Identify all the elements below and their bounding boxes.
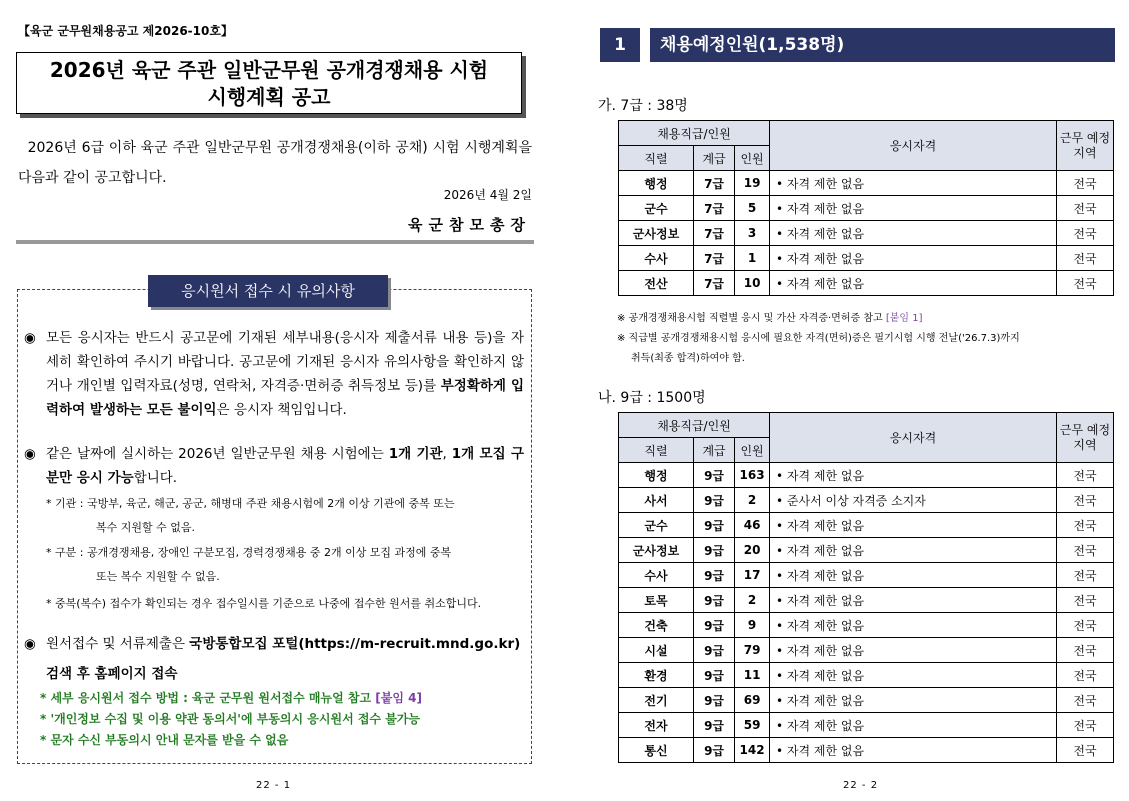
attachment-ref: [붙임 1] xyxy=(885,313,923,324)
cell-grade: 9급 xyxy=(693,563,734,588)
cell-region: 전국 xyxy=(1057,563,1114,588)
attachment-ref: [붙임 4] xyxy=(375,691,422,705)
cell-qualification: • 자격 제한 없음 xyxy=(770,713,1057,738)
notice-number: 【육군 군무원채용공고 제2026-10호】 xyxy=(18,24,233,38)
cell-count: 10 xyxy=(735,271,770,296)
section-number: 1 xyxy=(600,28,640,62)
green-note-1 xyxy=(40,689,422,706)
sub-note-1-line-2: 복수 지원할 수 없음. xyxy=(96,521,195,534)
green-note-3: * 문자 수신 부동의시 안내 문자를 받을 수 없음 xyxy=(40,733,289,747)
cell-qualification: • 자격 제한 없음 xyxy=(770,613,1057,638)
cell-count: 2 xyxy=(735,488,770,513)
cell-count: 163 xyxy=(735,463,770,488)
cell-region: 전국 xyxy=(1057,221,1114,246)
table-row xyxy=(619,713,1114,738)
divider xyxy=(16,240,534,244)
table-row xyxy=(619,463,1114,488)
cell-field: 행정 xyxy=(619,171,694,196)
cell-count: 46 xyxy=(735,513,770,538)
cell-grade: 9급 xyxy=(693,488,734,513)
table-row xyxy=(619,221,1114,246)
note-1-text: ※ 공개경쟁채용시험 직렬별 응시 및 가산 자격증·면허증 참고 xyxy=(617,313,886,324)
sub-note-1 xyxy=(46,492,524,540)
cell-qualification: • 준사서 이상 자격증 소지자 xyxy=(770,488,1057,513)
cell-qualification: • 자격 제한 없음 xyxy=(770,663,1057,688)
cell-field: 환경 xyxy=(619,663,694,688)
header-field: 직렬 xyxy=(619,146,694,171)
cell-grade: 9급 xyxy=(693,613,734,638)
cell-field: 건축 xyxy=(619,613,694,638)
table-row xyxy=(619,171,1114,196)
cell-region: 전국 xyxy=(1057,538,1114,563)
page-number-left: 22 - 1 xyxy=(256,780,292,791)
bullet-icon: ◉ xyxy=(24,330,36,346)
page-number-right: 22 - 2 xyxy=(843,780,879,791)
bullet-2 xyxy=(24,442,524,490)
cell-field: 군사정보 xyxy=(619,221,694,246)
note-2-line-1: ※ 직급별 공개경쟁채용시험 응시에 필요한 자격(면허)증은 필기시험 시행 전날('26.7.3)까지 xyxy=(617,333,1020,344)
portal-link-text: 국방통합모집 포털(https://m-recruit.mnd.go.kr) xyxy=(189,636,521,652)
bullet-icon: ◉ xyxy=(24,446,36,462)
bullet-1 xyxy=(24,326,524,422)
cell-qualification: • 자격 제한 없음 xyxy=(770,563,1057,588)
b1-text-end: 은 응시자 책임입니다. xyxy=(216,402,347,418)
header-qualification: 응시자격 xyxy=(770,413,1057,463)
header-qualification: 응시자격 xyxy=(770,121,1057,171)
b2-text-end: 합니다. xyxy=(133,470,178,486)
cell-region: 전국 xyxy=(1057,688,1114,713)
notice-header: 응시원서 접수 시 유의사항 xyxy=(148,275,388,307)
header-count: 인원 xyxy=(735,146,770,171)
cell-qualification: • 자격 제한 없음 xyxy=(770,513,1057,538)
cell-grade: 9급 xyxy=(693,713,734,738)
table-1-heading: 가. 7급 : 38명 xyxy=(598,98,688,114)
table-row xyxy=(619,196,1114,221)
header-grade: 계급 xyxy=(693,146,734,171)
note-2 xyxy=(617,329,1020,369)
table-row xyxy=(619,688,1114,713)
intro-text: 2026년 6급 이하 육군 주관 일반군무원 공개경쟁채용(이하 공채) 시험 시행계획을 다음과 같이 공고합니다. xyxy=(18,140,532,186)
cell-grade: 7급 xyxy=(693,171,734,196)
cell-field: 전기 xyxy=(619,688,694,713)
cell-field: 통신 xyxy=(619,738,694,763)
cell-count: 3 xyxy=(735,221,770,246)
cell-field: 군수 xyxy=(619,196,694,221)
cell-count: 79 xyxy=(735,638,770,663)
cell-region: 전국 xyxy=(1057,588,1114,613)
table-row xyxy=(619,738,1114,763)
table-row xyxy=(619,538,1114,563)
cell-count: 11 xyxy=(735,663,770,688)
cell-region: 전국 xyxy=(1057,196,1114,221)
cell-field: 수사 xyxy=(619,563,694,588)
title-line-2: 시행계획 공고 xyxy=(207,85,331,109)
note-1 xyxy=(617,309,923,329)
table-row xyxy=(619,638,1114,663)
header-grade: 계급 xyxy=(693,438,734,463)
cell-grade: 9급 xyxy=(693,738,734,763)
sub-note-2-line-2: 또는 복수 지원할 수 없음. xyxy=(96,570,220,583)
cell-field: 행정 xyxy=(619,463,694,488)
header-group: 채용직급/인원 xyxy=(619,121,770,146)
cell-qualification: • 자격 제한 없음 xyxy=(770,196,1057,221)
cell-field: 시설 xyxy=(619,638,694,663)
cell-grade: 9급 xyxy=(693,588,734,613)
cell-region: 전국 xyxy=(1057,463,1114,488)
cell-qualification: • 자격 제한 없음 xyxy=(770,538,1057,563)
cell-qualification: • 자격 제한 없음 xyxy=(770,171,1057,196)
cell-grade: 9급 xyxy=(693,463,734,488)
cell-region: 전국 xyxy=(1057,271,1114,296)
b1-bold: 부정확하게 입력하여 발생하는 모든 불이익 xyxy=(46,378,524,418)
header-count: 인원 xyxy=(735,438,770,463)
bullet-3 xyxy=(24,632,524,686)
cell-count: 59 xyxy=(735,713,770,738)
cell-region: 전국 xyxy=(1057,513,1114,538)
b3-text: 원서접수 및 서류제출은 xyxy=(46,636,190,652)
title-line-1: 2026년 육군 주관 일반군무원 공개경쟁채용 시험 xyxy=(49,58,489,82)
table-row xyxy=(619,271,1114,296)
table-row xyxy=(619,513,1114,538)
sub-note-3: * 중복(복수) 접수가 확인되는 경우 접수일시를 기준으로 나중에 접수한 원서를 취소합니다. xyxy=(46,597,482,610)
b3-line-2: 검색 후 홈페이지 접속 xyxy=(46,666,178,682)
cell-grade: 9급 xyxy=(693,538,734,563)
cell-count: 9 xyxy=(735,613,770,638)
green-note-1-text: * 세부 응시원서 접수 방법 : 육군 군무원 원서접수 매뉴얼 참고 xyxy=(40,691,376,705)
cell-region: 전국 xyxy=(1057,738,1114,763)
cell-count: 2 xyxy=(735,588,770,613)
cell-qualification: • 자격 제한 없음 xyxy=(770,221,1057,246)
cell-grade: 9급 xyxy=(693,688,734,713)
cell-region: 전국 xyxy=(1057,613,1114,638)
cell-grade: 9급 xyxy=(693,663,734,688)
cell-grade: 7급 xyxy=(693,271,734,296)
table-grade-7 xyxy=(618,120,1114,296)
cell-qualification: • 자격 제한 없음 xyxy=(770,638,1057,663)
cell-qualification: • 자격 제한 없음 xyxy=(770,271,1057,296)
cell-field: 군수 xyxy=(619,513,694,538)
b2-text: 같은 날짜에 실시하는 2026년 일반군무원 채용 시험에는 xyxy=(46,446,389,462)
b1-text: 모든 응시자는 반드시 공고문에 기재된 세부내용(응시자 제출서류 내용 등)을 자세히 확인하여 주시기 바랍니다. 공고문에 기재된 응시자 유의사항을 확인하지 않거나 개인별 입력자료(성명, 연락처, 자격증·면허증 취득정보 등)를 xyxy=(46,330,524,394)
cell-qualification: • 자격 제한 없음 xyxy=(770,588,1057,613)
table-row xyxy=(619,246,1114,271)
section-title: 채용예정인원(1,538명) xyxy=(650,28,1115,62)
cell-field: 수사 xyxy=(619,246,694,271)
cell-grade: 7급 xyxy=(693,196,734,221)
header-region: 근무 예정지역 xyxy=(1057,121,1114,171)
cell-count: 20 xyxy=(735,538,770,563)
cell-qualification: • 자격 제한 없음 xyxy=(770,738,1057,763)
signer: 육군참모총장 xyxy=(408,216,531,234)
cell-field: 전산 xyxy=(619,271,694,296)
cell-grade: 9급 xyxy=(693,513,734,538)
cell-region: 전국 xyxy=(1057,663,1114,688)
cell-qualification: • 자격 제한 없음 xyxy=(770,688,1057,713)
sub-note-2 xyxy=(46,541,524,589)
notice-date: 2026년 4월 2일 xyxy=(443,188,532,202)
b2-bold-1: 1개 기관 xyxy=(388,446,443,462)
table-2-heading: 나. 9급 : 1500명 xyxy=(598,390,706,406)
header-field: 직렬 xyxy=(619,438,694,463)
cell-field: 군사정보 xyxy=(619,538,694,563)
intro-paragraph xyxy=(18,133,532,193)
cell-count: 5 xyxy=(735,196,770,221)
cell-grade: 7급 xyxy=(693,246,734,271)
green-note-2: * '개인정보 수집 및 이용 약관 동의서'에 부동의시 응시원서 접수 불가능 xyxy=(40,712,420,726)
cell-region: 전국 xyxy=(1057,246,1114,271)
bullet-icon: ◉ xyxy=(24,636,36,652)
sub-note-2-line-1: * 구분 : 공개경쟁채용, 장애인 구분모집, 경력경쟁채용 중 2개 이상 모집 과정에 중복 xyxy=(46,546,452,559)
cell-count: 17 xyxy=(735,563,770,588)
cell-qualification: • 자격 제한 없음 xyxy=(770,246,1057,271)
cell-region: 전국 xyxy=(1057,488,1114,513)
sub-note-1-line-1: * 기관 : 국방부, 육군, 해군, 공군, 해병대 주관 채용시험에 2개 이상 기관에 중복 또는 xyxy=(46,497,455,510)
b2-bold-2: 1개 모집 구분만 응시 가능 xyxy=(46,446,524,486)
b2-sep: , xyxy=(442,446,452,462)
cell-grade: 7급 xyxy=(693,221,734,246)
cell-count: 142 xyxy=(735,738,770,763)
table-row xyxy=(619,563,1114,588)
table-row xyxy=(619,588,1114,613)
cell-grade: 9급 xyxy=(693,638,734,663)
document-title-box xyxy=(16,52,522,114)
cell-region: 전국 xyxy=(1057,713,1114,738)
header-region: 근무 예정지역 xyxy=(1057,413,1114,463)
cell-field: 토목 xyxy=(619,588,694,613)
note-2-line-2: 취득(최종 합격)하여야 함. xyxy=(631,353,745,364)
table-grade-9 xyxy=(618,412,1114,763)
header-group: 채용직급/인원 xyxy=(619,413,770,438)
cell-count: 1 xyxy=(735,246,770,271)
cell-count: 69 xyxy=(735,688,770,713)
cell-field: 사서 xyxy=(619,488,694,513)
table-row xyxy=(619,488,1114,513)
cell-qualification: • 자격 제한 없음 xyxy=(770,463,1057,488)
cell-field: 전자 xyxy=(619,713,694,738)
table-row xyxy=(619,663,1114,688)
table-row xyxy=(619,613,1114,638)
cell-count: 19 xyxy=(735,171,770,196)
cell-region: 전국 xyxy=(1057,171,1114,196)
cell-region: 전국 xyxy=(1057,638,1114,663)
